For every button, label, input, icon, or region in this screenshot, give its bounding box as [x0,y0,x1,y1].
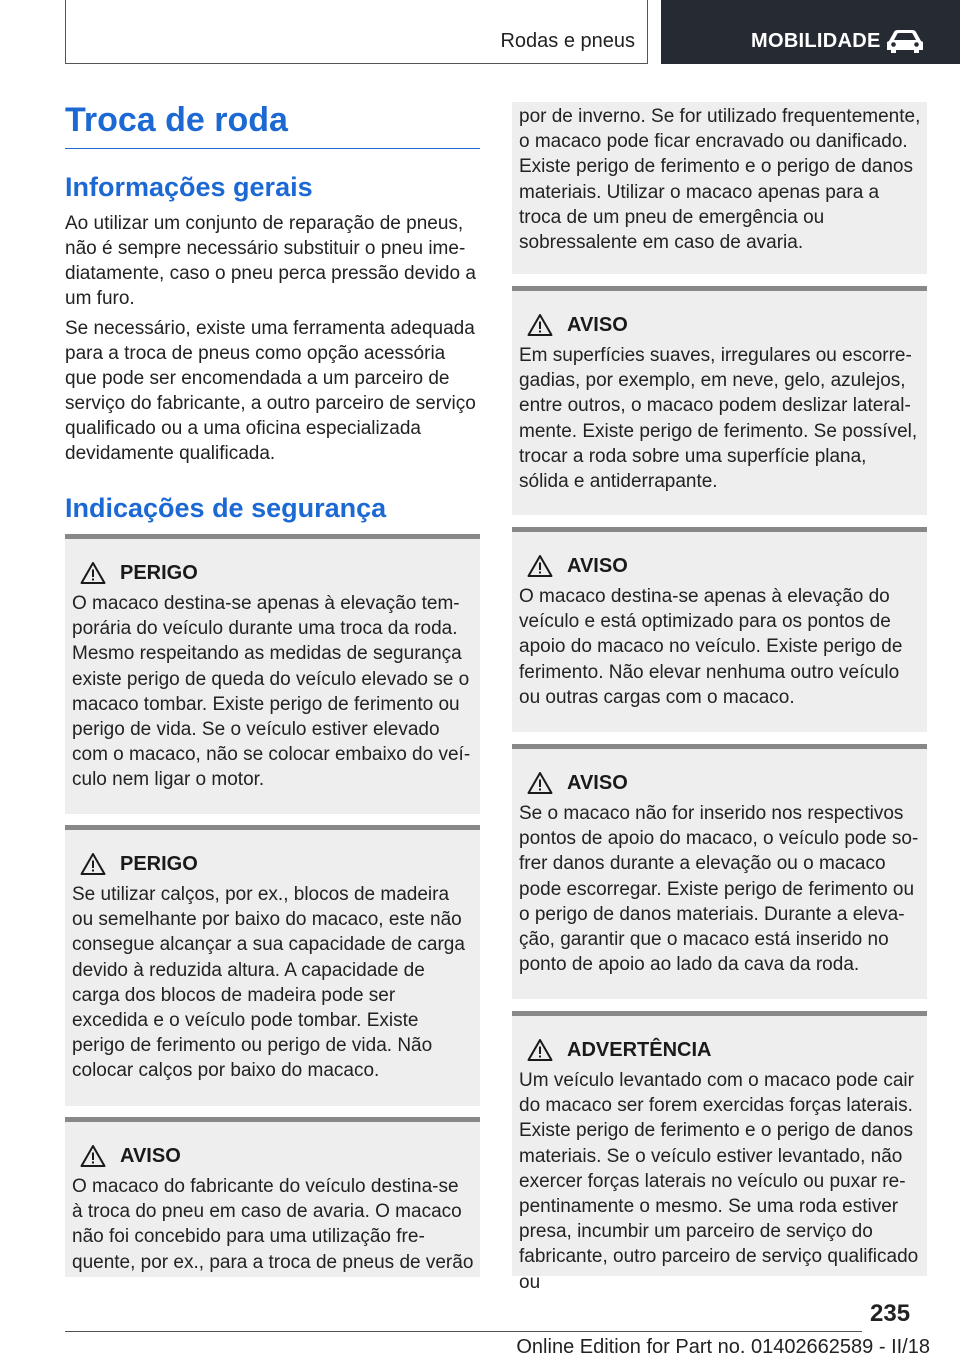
warning-label: AVISO [567,313,628,336]
warning-triangle-icon [527,1038,553,1062]
header-chapter-box [661,0,960,64]
warning-text: Se utilizar calços, por ex., blocos de madeira ou semelhante por baixo do macaco, este não consegue alcançar a sua capacidade de carga devido à reduzida altura. A capacidade de carga dos blocos de madeira pode ser excedida e o veículo pode tombar. Existe perigo de ferimento ou perigo de vida. Não colocar calços por baixo do macaco. [72,884,465,1082]
warning-triangle-icon [80,1144,106,1168]
notice-box [512,1011,927,1293]
warning-label: AVISO [120,1144,181,1167]
edition-info: Online Edition for Part no. 01402662589 - II/18 [516,1336,930,1358]
page-title: Troca de roda [65,101,288,139]
warning-triangle-icon [80,852,106,876]
safety-heading: Indicações de segurança [65,493,387,523]
warning-triangle-icon [80,561,106,585]
footer-divider [65,1331,862,1332]
warning-text: O macaco do fabricante do veículo destina-se à troca do pneu em caso de avaria. O macaco não foi concebido para uma utilização frequente, por ex., para a troca de pneus de verão [72,1176,474,1273]
warning-label: AVISO [567,554,628,577]
header-section-box [65,0,648,64]
warning-triangle-icon [527,771,553,795]
title-divider [65,148,480,149]
danger-box [65,534,480,814]
warning-text: Se o macaco não for inserido nos respectivos pontos de apoio do macaco, o veículo pode sofrer danos durante a elevação ou o macaco pode escorregar. Existe perigo de ferimento ou o perigo de danos materiais. Durante a elevação, garantir que o macaco está inserido no ponto de apoio ao lado da cava da roda. [519,803,919,976]
caution-box [512,744,927,999]
chapter-title: MOBILIDADE [751,30,881,52]
danger-box [65,825,480,1106]
section-title: Rodas e pneus [500,30,635,52]
caution-box [512,286,927,515]
intro-paragraph-1: Ao utilizar um conjunto de reparação de pneus, não é sempre necessário substituir o pneu imediatamente, caso o pneu perca pressão devido a um furo. [65,213,476,309]
warning-text: Em superfícies suaves, irregulares ou escorregadias, por exemplo, em neve, gelo, azulejos, entre outros, o macaco podem deslizar lateralmente. Existe perigo de ferimento. Se possível, trocar a roda sobre uma superfície plana, sólida e antiderrapante. [519,345,918,493]
caution-box [512,527,927,732]
warning-label: AVISO [567,771,628,794]
warning-label: PERIGO [120,561,198,584]
warning-triangle-icon [527,313,553,337]
car-icon [885,27,925,55]
caution-box [65,1117,480,1277]
warning-text: O macaco destina-se apenas à elevação temporária do veículo durante uma troca da roda. Mesmo respeitando as medidas de segurança existe perigo de queda do veículo elevado se o macaco tombar. Existe perigo de ferimento ou perigo de vida. Se o veículo estiver elevado com o macaco, não se colocar embaixo do veículo nem ligar o motor. [72,593,471,791]
warning-text: por de inverno. Se for utilizado frequentemente, o macaco pode ficar encravado ou danificado. Existe perigo de ferimento e o perigo de danos materiais. Utilizar o macaco apenas para a troca de um pneu de emergência ou sobressalente em caso de avaria. [519,106,921,254]
caution-box-continued [512,102,927,274]
page-number: 235 [870,1300,911,1327]
intro-heading: Informações gerais [65,172,313,202]
warning-text: Um veículo levantado com o macaco pode cair do macaco ser forem exercidas forças laterais. Existe perigo de ferimento e o perigo de danos materiais. Se o veículo estiver levantado, não exercer forças laterais no veículo ou puxar repentinamente o mesmo. Se uma roda estiver presa, incumbir um parceiro de serviço do fabricante, outro parceiro de serviço qualificado ou [519,1070,919,1293]
warning-text: O macaco destina-se apenas à elevação do veículo e está optimizado para os pontos de apoio do macaco no veículo. Existe perigo de ferimento. Não elevar nenhuma outro veículo ou outras cargas com o macaco. [519,586,903,708]
warning-label: PERIGO [120,852,198,875]
warning-triangle-icon [527,554,553,578]
intro-paragraph-2: Se necessário, existe uma ferramenta adequada para a troca de pneus como opção acessória que pode ser encomendada a um parceiro de serviço do fabricante, a outro parceiro de serviço qualificado ou a uma oficina especializada devidamente qualificada. [65,318,476,464]
warning-label: ADVERTÊNCIA [567,1038,712,1061]
